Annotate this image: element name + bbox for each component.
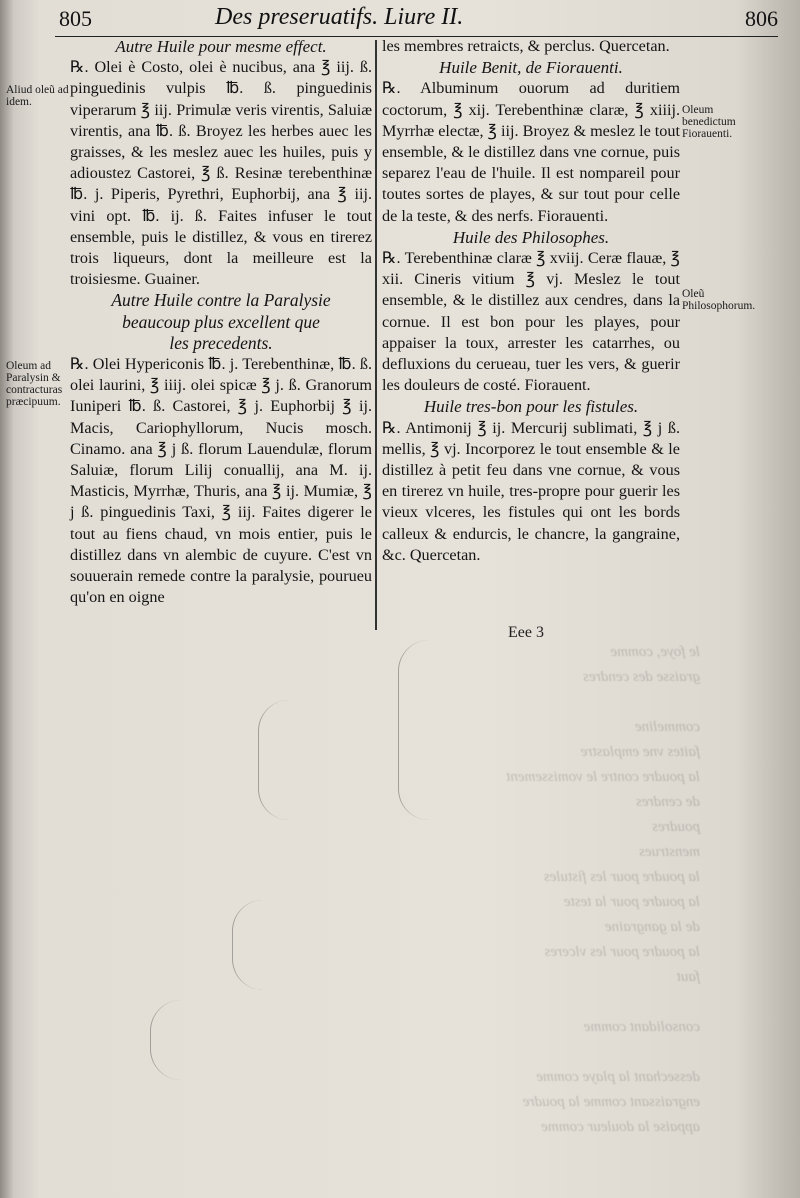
recipe-paragraph: ℞. Albuminum ouorum ad duritiem coctorum, ℥ xij. Terebenthinæ claræ, ℥ xiiij. Myrrhæ electæ, ℥ iij. Broyez & meslez le tout ensemble, & le distillez dans vne cornue, puis separez l'eau de l'huile. Il est nompareil pour toutes sortes de playes, & sur tout pour celle de la teste, & des nerfs. Fiorauenti. bbox=[382, 79, 680, 225]
running-head bbox=[55, 2, 778, 37]
recipe-paragraph: ℞. Terebenthinæ claræ ℥ xviij. Ceræ flauæ, ℥ xii. Cineris vitium ℥ vj. Meslez le tout ensemble, & le distillez aux cendres, dans la cornue. Il est bon pour les playes, pour appaiser la toux, arrester les catarrhes, ou defluxions du cerueau, tuer les vers, & guerir les douleurs de costé. Fiorauent. bbox=[382, 249, 680, 395]
margin-note-left-2: Oleum ad Paralysin & contracturas præcipuum. bbox=[6, 360, 63, 408]
catchword-signature: Eee 3 bbox=[508, 624, 544, 641]
margin-note-left-1: Aliud oleũ ad idem. bbox=[6, 84, 69, 108]
section-heading: Autre Huile pour mesme effect. bbox=[115, 37, 327, 56]
section-heading: Huile Benit, de Fiorauenti. bbox=[439, 58, 623, 78]
bleed-brace bbox=[232, 900, 263, 990]
section-heading: les precedents. bbox=[169, 332, 273, 353]
bleed-brace bbox=[258, 700, 289, 820]
left-column bbox=[70, 36, 372, 608]
margin-note-right-1: Oleum benedictum Fiorauenti. bbox=[682, 104, 736, 140]
recipe-paragraph: les membres retraicts, & perclus. Quercetan. bbox=[382, 37, 670, 55]
recipe-paragraph: ℞. Olei Hypericonis ℔. j. Terebenthinæ, ℔. ß. olei laurini, ℥ iiij. olei spicæ ℥ j. ß. Granorum Iuniperi ℔. ß. Castorei, ℥ j. Euphorbij ℥ ij. Macis, Cariophyllorum, Nucis mosch. Cinamo. ana ℥ j ß. florum Lauendulæ, florum Saluiæ, florum Lilij conuallij, ana M. ij. Masticis, Myrrhæ, Thuris, ana ℥ ij. Mumiæ, ℥ j ß. pinguedinis Taxi, ℥ iij. Faites digerer le tout au fiens chaud, vn mois entier, puis le distillez dans vn alembic de cuyure. C'est vn souuerain remede contre la paralysie, pourueu qu'on en oigne bbox=[70, 355, 372, 607]
section-heading: Autre Huile contre la Paralysie bbox=[111, 290, 331, 311]
section-heading: Huile tres-bon pour les fistules. bbox=[423, 397, 639, 417]
right-column bbox=[382, 36, 680, 566]
running-title: Des preseruatifs. Liure II. bbox=[215, 4, 464, 30]
section-heading: beaucoup plus excellent que bbox=[122, 311, 320, 332]
recipe-paragraph: ℞. Olei è Costo, olei è nucibus, ana ℥ iij. ß. pinguedinis vulpis ℔. ß. pinguedinis viperarum ℥ iij. Primulæ veris virentis, Saluiæ virentis, ana ℔. ß. Broyez les herbes auec les graisses, & les meslez auec les huiles, puis y adioustez Castorei, ℥ ß. Resinæ terebenthinæ ℔. j. Piperis, Pyrethri, Euphorbij, ana ℥ iij. vini opt. ℔. ij. ß. Faites infuser le tout ensemble, puis le distillez, & vous en tirerez trois liqueurs, dont la meilleure est la troisiesme. Guainer. bbox=[70, 58, 372, 289]
section-heading: Huile des Philosophes. bbox=[452, 227, 610, 247]
margin-note-right-2: Oleũ Philosophorum. bbox=[682, 288, 756, 312]
bleed-brace bbox=[398, 640, 429, 820]
column-divider bbox=[375, 40, 377, 630]
recipe-paragraph: ℞. Antimonij ℥ ij. Mercurij sublimati, ℥ j ß. mellis, ℥ vj. Incorporez le tout ensemble & le distillez à petit feu dans vne cornue, & vous en tirerez vn huile, tres-propre pour guerir les vieux vlceres, les fistules qui ont les bords calleux & endurcis, le chancre, la gangraine, &c. Quercetan. bbox=[382, 418, 680, 564]
page-number-left: 805 bbox=[59, 6, 92, 31]
bleed-through-text: le foye, comme graisse des cendres commeline faites vne emplastre la poudre contre le vomissement de cendres poudres menstrues la poudre pour les fistules la poudre pour la teste de la gangraine la poudre pour les vlceres faut consolidant comme dessechant la playe comme engraissant comme la poudre appaise la douleur comme bbox=[506, 644, 700, 1135]
page-number-right: 806 bbox=[745, 6, 778, 31]
